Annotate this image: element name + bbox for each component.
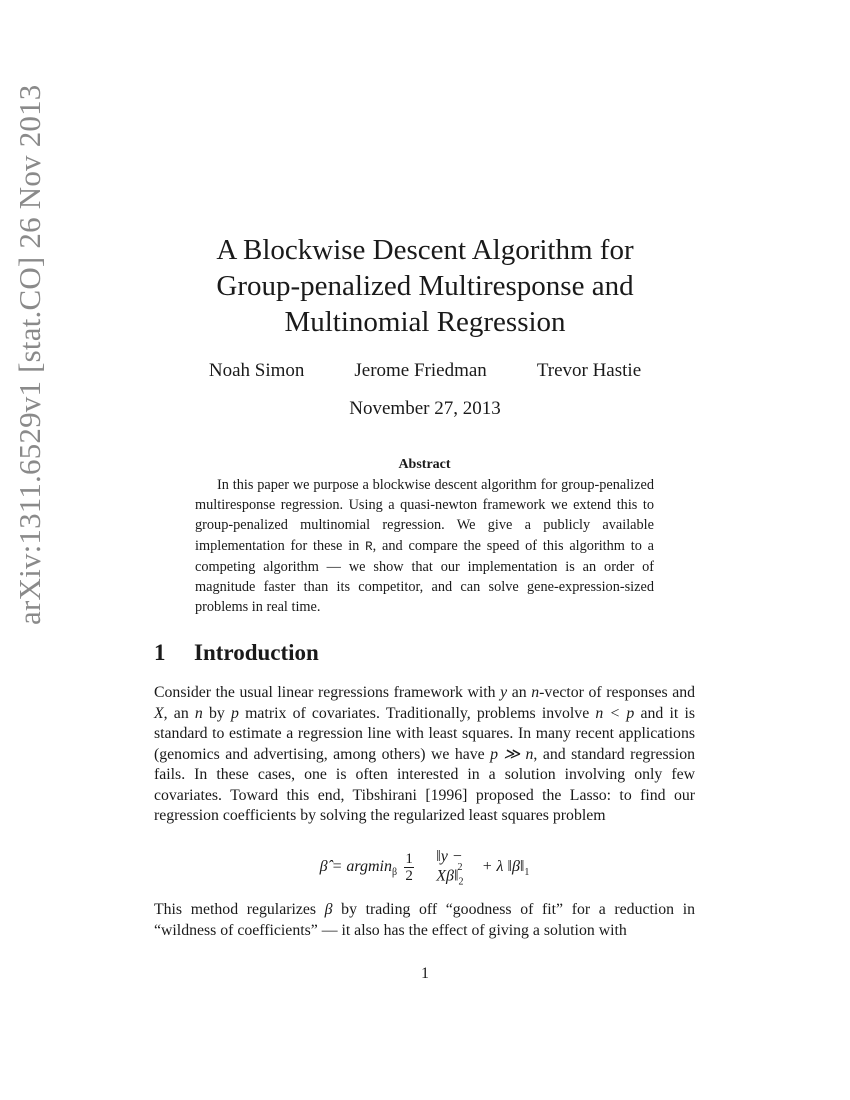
title-line: Group-penalized Multiresponse and bbox=[216, 270, 634, 302]
title-line: A Blockwise Descent Algorithm for bbox=[216, 234, 634, 266]
text: Consider the usual linear regressions framework with bbox=[154, 684, 501, 701]
abstract-text: , and compare the speed of this algorithm to a competing algorithm — we show that our implementation is an order of magnitude faster than its competitor, and can solve gene-expression-sized problems in real time. bbox=[195, 537, 654, 616]
eq-fraction bbox=[404, 851, 414, 884]
eq-term1 bbox=[421, 848, 478, 888]
title-line: Multinomial Regression bbox=[284, 306, 566, 338]
math-var: X bbox=[154, 704, 164, 722]
abstract-text: In this paper we purpose a blockwise descent algorithm for group-penalized multiresponse regression. Using a quasi-newton framework we extend this to group-penalized multinomial regression. We give a publicly available implementation for these in bbox=[195, 477, 654, 554]
eq-text: ‖y − Xβ‖ bbox=[436, 848, 463, 885]
author: Trevor Hastie bbox=[536, 360, 642, 381]
publication-date: November 27, 2013 bbox=[349, 398, 501, 419]
paper-title bbox=[150, 232, 700, 340]
math-expr: p ≫ n bbox=[490, 745, 534, 763]
text: and it is standard to estimate a regression line with least squares. In many recent applications (genomics and advertising, among others) we have bbox=[154, 704, 695, 763]
abstract bbox=[195, 457, 654, 617]
arxiv-identifier-stamp: arXiv:1311.6529v1 [stat.CO] 26 Nov 2013 bbox=[12, 84, 47, 625]
section-title: Introduction bbox=[194, 640, 319, 665]
eq-term2 bbox=[482, 858, 530, 878]
author: Jerome Friedman bbox=[354, 360, 487, 381]
eq-text: β̂ = argmin bbox=[319, 857, 392, 875]
math-var: n bbox=[531, 684, 540, 701]
text: an bbox=[507, 684, 532, 701]
eq-sub: 1 bbox=[524, 866, 530, 878]
abstract-heading: Abstract bbox=[398, 457, 451, 472]
math-expr: n < p bbox=[595, 704, 635, 722]
eq-sub: 2 bbox=[458, 876, 464, 888]
abstract-body bbox=[195, 475, 654, 617]
intro-paragraph bbox=[154, 900, 695, 941]
text: This method regularizes bbox=[154, 901, 325, 918]
eq-lhs bbox=[320, 858, 398, 878]
math-var: β bbox=[324, 901, 333, 918]
text: -vector of responses and bbox=[539, 684, 696, 701]
eq-num: 1 bbox=[405, 851, 413, 868]
page-number: 1 bbox=[421, 965, 429, 982]
math-var: y bbox=[500, 684, 508, 701]
text: , an bbox=[163, 704, 195, 722]
eq-sup: 2 bbox=[457, 862, 463, 873]
text: by bbox=[202, 704, 232, 722]
author: Noah Simon bbox=[208, 360, 305, 381]
math-var: p bbox=[231, 704, 239, 722]
section-number: 1 bbox=[154, 640, 166, 665]
text: , and standard regression fails. In these cases, one is often interested in a solution involving only few covariates. Toward this end, Tibshirani [1996] proposed the Lasso: to find our regression coefficients by solving the regularized least squares problem bbox=[154, 745, 696, 824]
eq-den: 2 bbox=[405, 868, 413, 885]
eq-sub: β bbox=[392, 866, 398, 878]
section-heading bbox=[154, 640, 319, 666]
intro-paragraph bbox=[154, 683, 695, 827]
math-var: n bbox=[194, 704, 203, 722]
lasso-equation bbox=[154, 848, 695, 892]
text: by trading off “goodness of fit” for a reduction in “wildness of coefficients” — it also has the effect of giving a solution with bbox=[154, 901, 695, 939]
code-r: R bbox=[365, 539, 373, 554]
text: matrix of covariates. Traditionally, problems involve bbox=[238, 704, 596, 722]
eq-text: + λ ‖β‖ bbox=[481, 857, 525, 875]
author-list bbox=[150, 360, 700, 382]
